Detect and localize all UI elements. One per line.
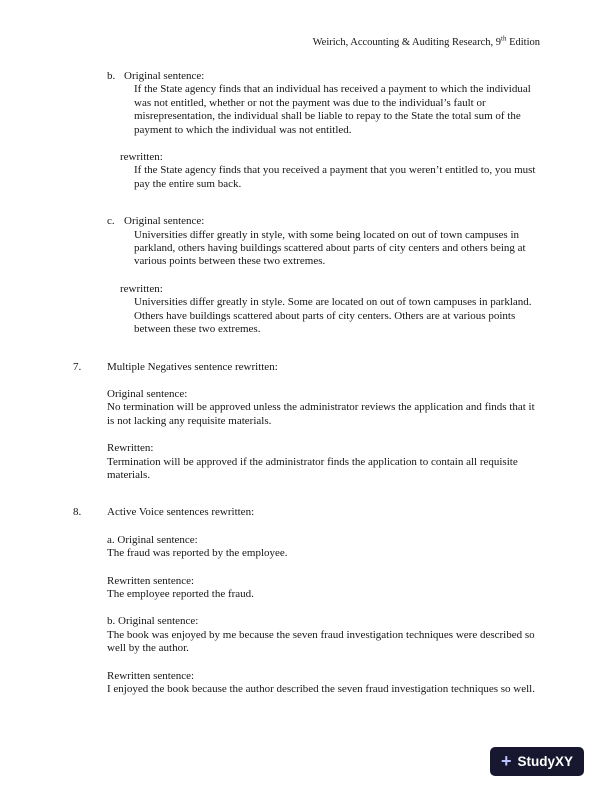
item-8b-rewritten-text: I enjoyed the book because the author described the seven fraud investigation techniques so well. bbox=[107, 683, 535, 695]
item-7-title-row bbox=[73, 361, 541, 374]
item-b-label-row bbox=[107, 70, 541, 83]
item-8a-rewritten-text: The employee reported the fraud. bbox=[107, 587, 254, 600]
header-text: Weirich, Accounting & Auditing Research, 9 bbox=[312, 37, 501, 48]
item-8b-original-label: b. Original sentence: bbox=[107, 615, 199, 628]
item-7-original-label: Original sentence: bbox=[107, 387, 188, 400]
item-8-title-row bbox=[73, 506, 541, 519]
item-c-rewritten-text: Universities differ greatly in style. Some are located on out of town campuses in parkland. Others have buildings scattered about parts of city centers. Others are at various points between these two extremes. bbox=[134, 296, 532, 336]
header-suffix: Edition bbox=[506, 37, 540, 48]
item-b-original-label: Original sentence: bbox=[124, 70, 205, 82]
item-c-label-row bbox=[107, 215, 541, 228]
item-c-original-label: Original sentence: bbox=[124, 215, 205, 228]
page-header bbox=[0, 36, 540, 49]
item-b-letter: b. bbox=[107, 70, 116, 82]
watermark-label: StudyXY bbox=[517, 753, 573, 769]
item-8-title: Active Voice sentences rewritten: bbox=[107, 506, 255, 519]
header-superscript: th bbox=[501, 34, 507, 43]
item-b-rewritten-text: If the State agency finds that you received a payment that you weren’t entitled to, you must pay the entire sum back. bbox=[134, 164, 536, 190]
item-b-rewritten-label: rewritten: bbox=[120, 151, 163, 164]
plus-icon: + bbox=[500, 750, 512, 771]
item-8a-original-label: a. Original sentence: bbox=[107, 533, 198, 546]
item-8a-rewritten-label: Rewritten sentence: bbox=[107, 574, 195, 587]
item-8-number: 8. bbox=[73, 506, 82, 519]
item-b-original-text: If the State agency finds that an individual has received a payment to which the individual was not entitled, whether or not the payment was due to the individual’s fault or misrepresentation, the individual shall be liable to repay to the State the total sum of the payment to which the individual was not entitled. bbox=[134, 83, 531, 136]
item-8b-rewritten-label: Rewritten sentence: bbox=[107, 669, 195, 682]
item-8a-original-text: The fraud was reported by the employee. bbox=[107, 547, 288, 560]
item-c-letter: c. bbox=[107, 215, 115, 228]
item-7-number: 7. bbox=[73, 360, 82, 373]
item-7-rewritten-text: Termination will be approved if the administrator finds the application to contain all requisite materials. bbox=[107, 455, 518, 481]
item-7-original-text: No termination will be approved unless the administrator reviews the application and finds that it is not lacking any requisite materials. bbox=[107, 401, 535, 427]
item-7-title: Multiple Negatives sentence rewritten: bbox=[107, 360, 278, 373]
item-7-rewritten-label: Rewritten: bbox=[107, 442, 154, 455]
item-c-original-text: Universities differ greatly in style, with some being located on out of town campuses in parkland, others having buildings scattered about parts of city centers and others being at various points between these two extremes. bbox=[134, 228, 526, 268]
item-c-rewritten-label: rewritten: bbox=[120, 282, 163, 295]
studyxy-watermark bbox=[490, 747, 584, 776]
item-8b-original-text: The book was enjoyed by me because the seven fraud investigation techniques were described so well by the author. bbox=[107, 628, 535, 655]
document-body bbox=[73, 70, 541, 696]
